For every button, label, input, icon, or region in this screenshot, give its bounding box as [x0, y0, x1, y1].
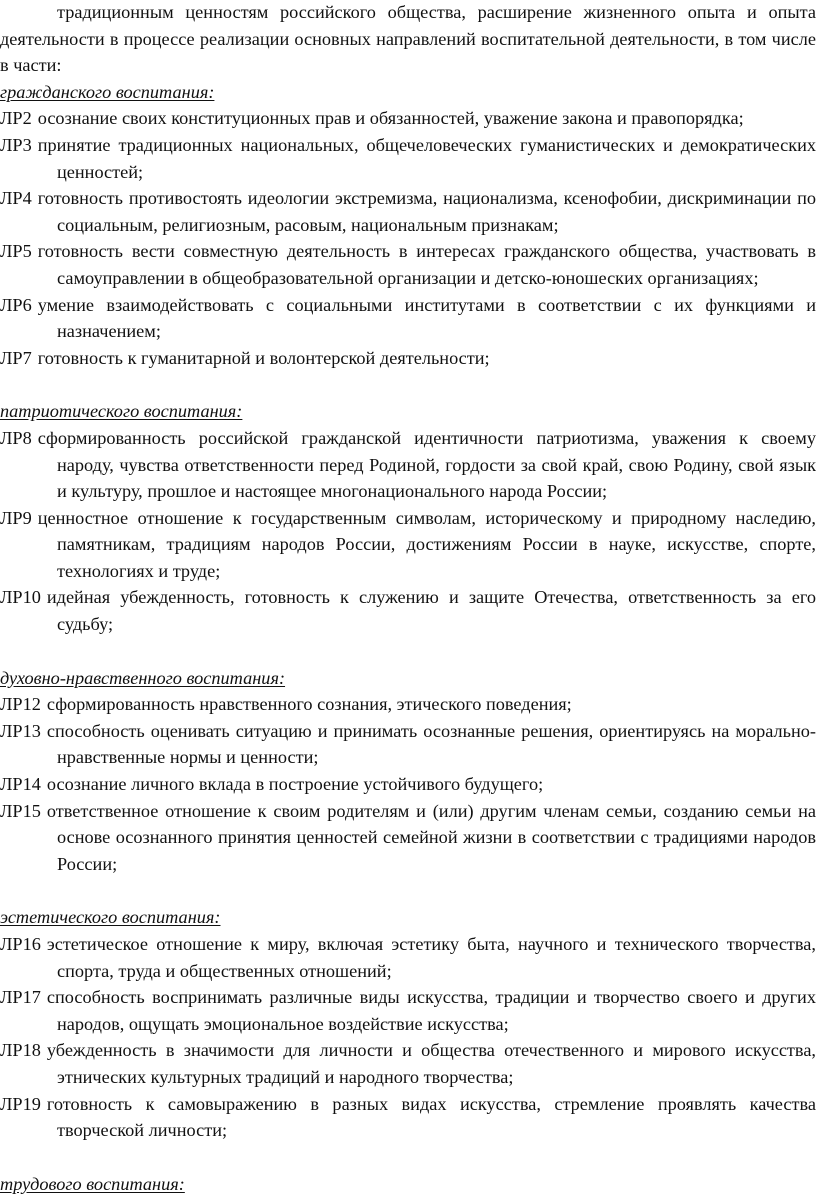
requirement-code: ЛР15 — [0, 800, 41, 821]
intro-paragraph: традиционным ценностям российского общества, расширение жизненного опыта и опыта деятельности в процессе реализации основных направлений воспитательной деятельности, в том числе в части: — [0, 2, 816, 76]
requirement-text: эстетическое отношение к миру, включая эстетику быта, научного и технического творчества, спорта, труда и общественных отношений; — [46, 934, 816, 981]
section-spacer — [0, 877, 816, 904]
requirement-code: ЛР18 — [0, 1040, 41, 1061]
requirement-item — [0, 185, 816, 238]
requirement-text: способность воспринимать различные виды искусства, традиции и творчество своего и других народов, ощущать эмоциональное воздействие искусства; — [46, 987, 816, 1034]
requirement-text: принятие традиционных национальных, общечеловеческих гуманистических и демократических ценностей; — [37, 134, 816, 182]
requirement-code: ЛР5 — [0, 241, 32, 262]
requirement-item — [0, 718, 816, 771]
requirement-item — [0, 771, 816, 798]
section-title: патриотического воспитания: — [0, 401, 243, 422]
requirement-item — [0, 238, 816, 291]
requirement-text: убежденность в значимости для личности и общества отечественного и мирового искусства, этнических культурных традиций и народного творчества; — [46, 1040, 816, 1087]
section-title: гражданского воспитания: — [0, 81, 215, 102]
section-spacer — [0, 371, 816, 398]
requirement-code: ЛР4 — [0, 188, 32, 209]
requirement-item — [0, 931, 816, 984]
section-spacer — [0, 1144, 816, 1171]
requirement-code: ЛР19 — [0, 1093, 41, 1114]
requirement-text: идейная убежденность, готовность к служению и защите Отечества, ответственность за его судьбу; — [46, 587, 816, 635]
requirement-text: способность оценивать ситуацию и принимать осознанные решения, ориентируясь на морально-нравственные нормы и ценности; — [46, 720, 816, 768]
requirement-code: ЛР13 — [0, 720, 41, 741]
requirement-text: сформированность российской гражданской идентичности патриотизма, уважения к своему народу, чувства ответственности перед Родиной, гордости за свой край, свою Родину, свой язык и культуру, прошлое и настоящее многонационального народа России; — [37, 427, 816, 502]
requirement-text: осознание личного вклада в построение устойчивого будущего; — [46, 774, 544, 795]
requirement-code: ЛР12 — [0, 694, 41, 715]
requirement-code: ЛР8 — [0, 427, 32, 448]
requirement-item — [0, 691, 816, 718]
sections-container — [0, 79, 816, 1197]
requirement-item — [0, 292, 816, 345]
requirement-code: ЛР16 — [0, 934, 41, 954]
section-spacer — [0, 638, 816, 665]
requirement-code: ЛР10 — [0, 587, 41, 608]
requirement-item — [0, 505, 816, 585]
requirement-item — [0, 345, 816, 372]
requirement-item — [0, 1091, 816, 1144]
requirement-item — [0, 798, 816, 878]
requirement-text: сформированность нравственного сознания, этического поведения; — [46, 694, 572, 715]
requirement-item — [0, 1037, 816, 1090]
requirement-code: ЛР17 — [0, 987, 41, 1008]
requirement-item — [0, 425, 816, 505]
requirement-code: ЛР2 — [0, 108, 32, 129]
requirement-text: готовность вести совместную деятельность в интересах гражданского общества, участвовать в самоуправлении в общеобразовательной организации и детско-юношеских организациях; — [37, 241, 816, 288]
section-title: духовно-нравственного воспитания: — [0, 667, 286, 688]
requirement-item — [0, 105, 816, 132]
requirement-text: готовность к самовыражению в разных видах искусства, стремление проявлять качества творческой личности; — [46, 1093, 816, 1141]
requirement-code: ЛР7 — [0, 347, 32, 368]
requirement-text: осознание своих конституционных прав и обязанностей, уважение закона и правопорядка; — [37, 108, 744, 129]
requirement-item — [0, 984, 816, 1037]
section-title: эстетического воспитания: — [0, 907, 221, 928]
requirement-text: готовность к гуманитарной и волонтерской деятельности; — [37, 347, 490, 368]
requirement-item — [0, 132, 816, 185]
requirement-text: умение взаимодействовать с социальными институтами в соответствии с их функциями и назначением; — [37, 294, 816, 342]
requirement-code: ЛР3 — [0, 134, 32, 155]
requirement-code: ЛР6 — [0, 294, 32, 315]
requirement-text: ответственное отношение к своим родителям и (или) другим членам семьи, созданию семьи на основе осознанного принятия ценностей семейной жизни в соответствии с традициями народов России; — [46, 800, 816, 874]
section-title: трудового воспитания: — [0, 1173, 185, 1194]
requirement-text: ценностное отношение к государственным символам, историческому и природному наследию, памятникам, традициям народов России, достижениям России в науке, искусстве, спорте, технологиях и труде; — [37, 507, 816, 581]
requirement-code: ЛР14 — [0, 774, 41, 795]
requirement-text: готовность противостоять идеологии экстремизма, национализма, ксенофобии, дискриминации по социальным, религиозным, расовым, национальным признакам; — [37, 188, 816, 235]
requirement-item — [0, 584, 816, 637]
requirement-code: ЛР9 — [0, 507, 32, 528]
